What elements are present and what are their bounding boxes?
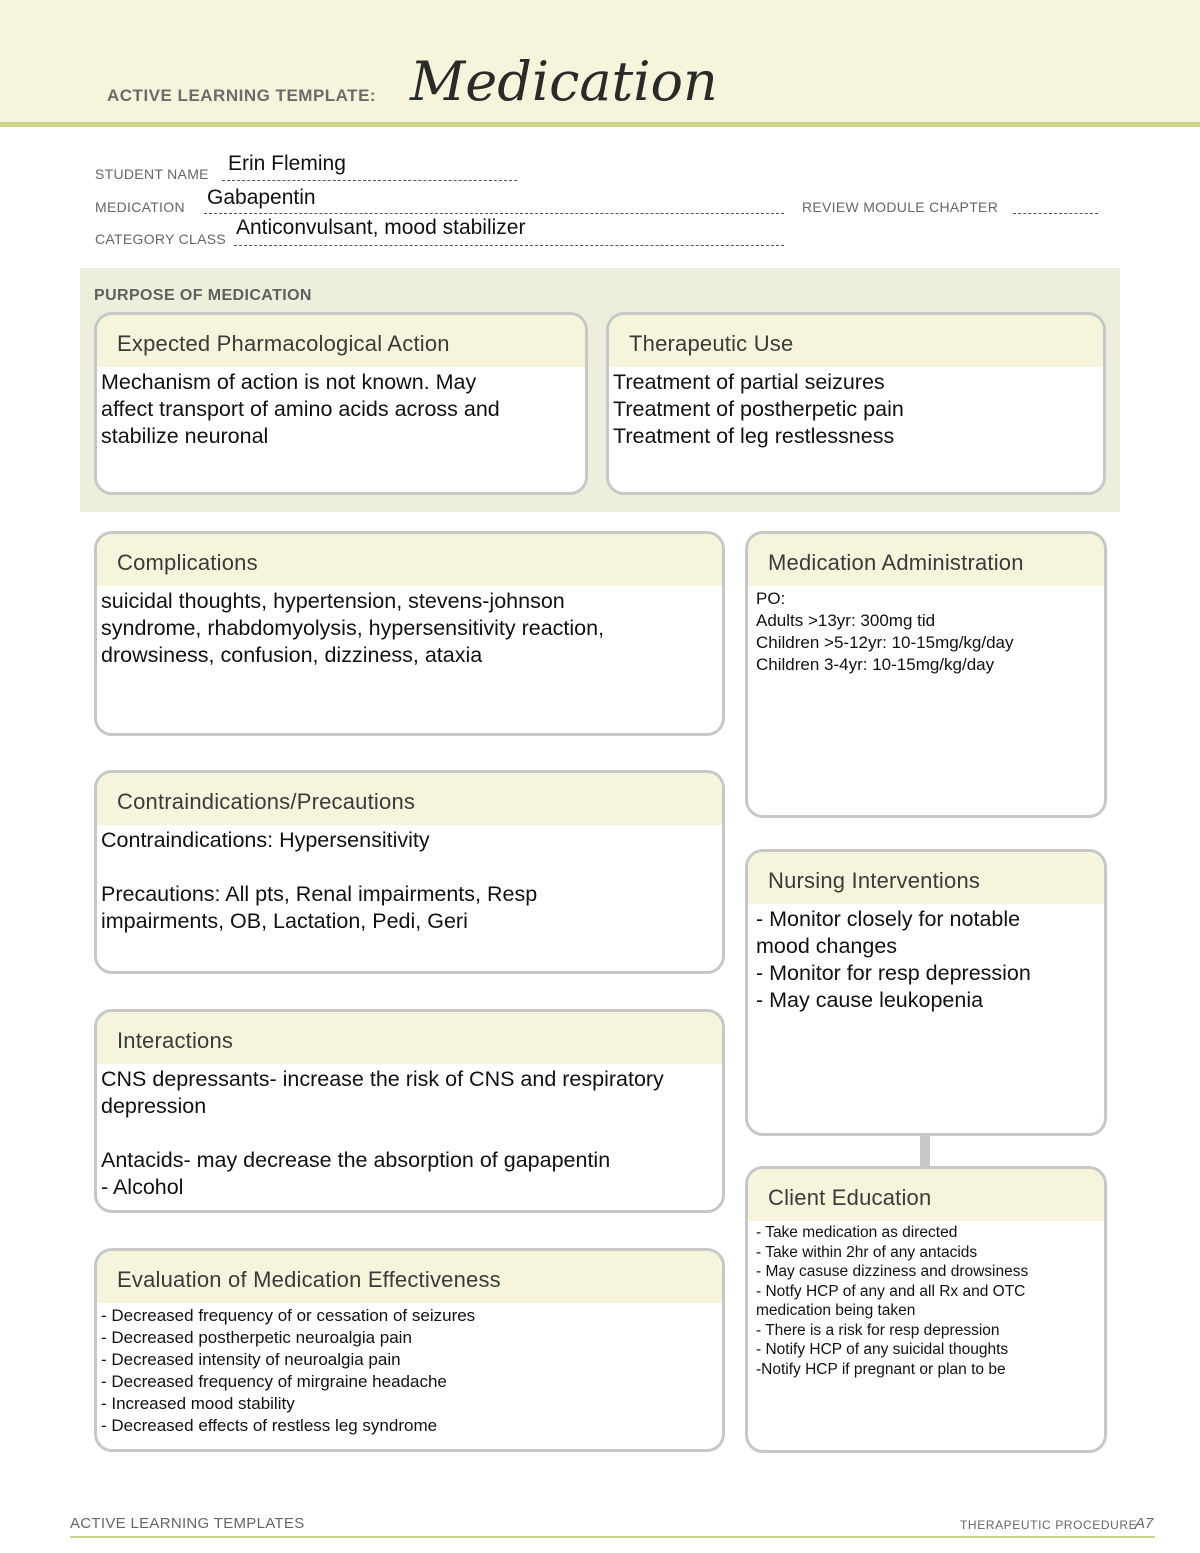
interactions-box (94, 1009, 725, 1213)
footer-left: ACTIVE LEARNING TEMPLATES (70, 1515, 305, 1532)
purpose-label: PURPOSE OF MEDICATION (94, 287, 312, 304)
expected-action-box (94, 312, 588, 495)
evaluation-title: Evaluation of Medication Effectiveness (97, 1251, 722, 1303)
student-name-field[interactable]: Erin Fleming (228, 152, 346, 175)
medication-field[interactable]: Gabapentin (207, 186, 316, 209)
footer-right: THERAPEUTIC PROCEDURE (960, 1518, 1138, 1532)
interactions-text[interactable]: CNS depressants- increase the risk of CNS and respiratory depression Antacids- may decrease the absorption of gapapentin - Alcohol (101, 1067, 664, 1199)
student-name-label: STUDENT NAME (95, 166, 209, 182)
footer-page-number: A7 (1135, 1515, 1154, 1532)
review-module-field[interactable] (1013, 213, 1098, 214)
review-module-label: REVIEW MODULE CHAPTER (802, 199, 999, 215)
nursing-interventions-box (745, 849, 1107, 1136)
template-label: ACTIVE LEARNING TEMPLATE: (107, 86, 377, 105)
medication-line (204, 213, 784, 214)
medication-label: MEDICATION (95, 199, 185, 215)
template-title: Medication (410, 50, 718, 113)
nursing-interventions-title: Nursing Interventions (748, 852, 1104, 904)
expected-action-text[interactable]: Mechanism of action is not known. May affect transport of amino acids across and stabilize neuronal (101, 370, 500, 448)
client-education-text[interactable]: - Take medication as directed - Take within 2hr of any antacids - May casuse dizziness and drowsiness - Notfy HCP of any and all Rx and OTC medication being taken - There is a risk for resp depression - Notify HCP of any suicidal thoughts -Notify HCP if pregnant or plan to be (756, 1224, 1029, 1378)
expected-action-title: Expected Pharmacological Action (97, 315, 585, 367)
therapeutic-use-title: Therapeutic Use (609, 315, 1103, 367)
category-class-line (234, 245, 784, 246)
evaluation-box (94, 1248, 725, 1452)
therapeutic-use-text[interactable]: Treatment of partial seizures Treatment of postherpetic pain Treatment of leg restlessness (613, 370, 904, 448)
contraindications-box (94, 770, 725, 974)
client-education-title: Client Education (748, 1169, 1104, 1221)
medication-administration-text[interactable]: PO: Adults >13yr: 300mg tid Children >5-12yr: 10-15mg/kg/day Children 3-4yr: 10-15mg/kg/day (756, 589, 1014, 674)
contraindications-text[interactable]: Contraindications: Hypersensitivity Precautions: All pts, Renal impairments, Resp impairments, OB, Lactation, Pedi, Geri (101, 828, 538, 933)
client-education-box (745, 1166, 1107, 1453)
evaluation-text[interactable]: - Decreased frequency of or cessation of seizures - Decreased postherpetic neuroalgia pain - Decreased intensity of neuroalgia pain - Decreased frequency of mirgraine headache - Increased mood stability - Decreased effects of restless leg syndrome (101, 1306, 476, 1435)
box-connector (920, 1136, 930, 1166)
contraindications-title: Contraindications/Precautions (97, 773, 722, 825)
category-class-field[interactable]: Anticonvulsant, mood stabilizer (236, 216, 526, 239)
student-name-line (222, 180, 517, 181)
complications-box (94, 531, 725, 736)
complications-title: Complications (97, 534, 722, 586)
medication-administration-title: Medication Administration (748, 534, 1104, 586)
medication-administration-box (745, 531, 1107, 818)
header-divider (0, 122, 1200, 127)
category-class-label: CATEGORY CLASS (95, 231, 227, 247)
therapeutic-use-box (606, 312, 1106, 495)
footer-divider (70, 1536, 1155, 1538)
nursing-interventions-text[interactable]: - Monitor closely for notable mood changes - Monitor for resp depression - May cause leukopenia (756, 907, 1031, 1012)
complications-text[interactable]: suicidal thoughts, hypertension, stevens-johnson syndrome, rhabdomyolysis, hypersensitivity reaction, drowsiness, confusion, dizziness, ataxia (101, 589, 605, 667)
interactions-title: Interactions (97, 1012, 722, 1064)
